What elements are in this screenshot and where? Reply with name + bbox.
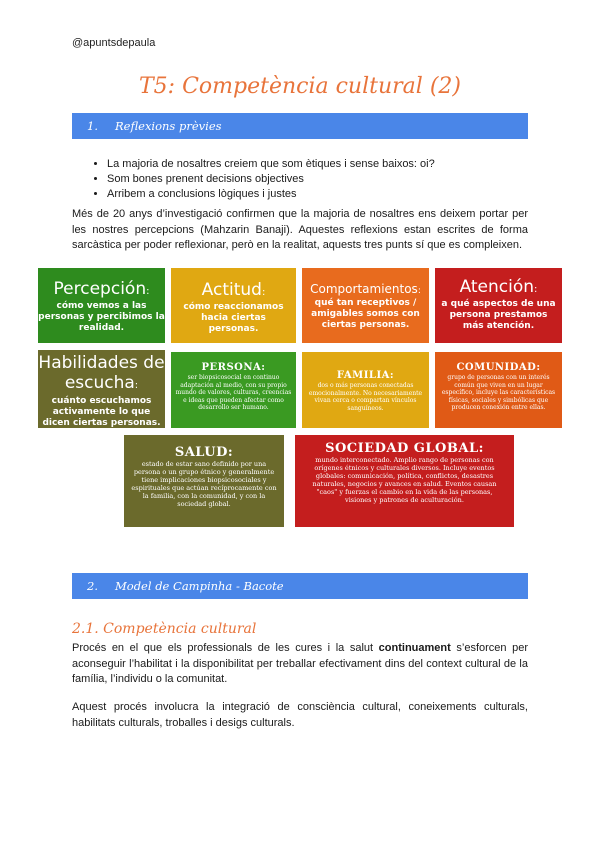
tile-text: a qué aspectos de una persona prestamos más atención. bbox=[441, 299, 556, 331]
tile-text: cuánto escuchamos activamente lo que dicen ciertas personas. bbox=[42, 396, 161, 428]
tile-title: SOCIEDAD GLOBAL bbox=[325, 441, 479, 456]
tile-persona bbox=[171, 352, 296, 428]
section-1-header bbox=[72, 113, 528, 139]
tile-colon: : bbox=[478, 441, 484, 456]
definition-text-end: s’esforcen per aconseguir l’habilitat i la disponibilitat per treballar efectivament dins del context cultural de la família, l’individu o la comunitat. bbox=[72, 642, 528, 685]
tile-percepcion bbox=[38, 268, 165, 343]
tile-title: Habilidades de escucha bbox=[38, 353, 165, 393]
section-2-number: 2. bbox=[87, 579, 98, 593]
tile-colon: : bbox=[536, 362, 541, 373]
tile-salud bbox=[124, 435, 284, 527]
section-2-header bbox=[72, 573, 528, 599]
tile-title: Atención bbox=[459, 277, 535, 297]
tile-colon: : bbox=[227, 445, 234, 460]
tile-comunidad bbox=[435, 352, 562, 428]
subsection-title: 2.1. Competència cultural bbox=[72, 621, 257, 637]
definition-emphasis: continuament bbox=[378, 642, 451, 654]
tile-text: mundo interconectado. Amplio rango de personas con orígenes étnicos y culturales diversos. Incluye eventos globales: comunicación, política, conflictos, desastres naturales, negocios y avances en salud. Eventos causan "caos" y fuerzas el cambio en la vida de las personas, visiones y patrones de aculturación. bbox=[312, 456, 497, 504]
definition-text-start: Procés en el que els professionals de les cures i la salut bbox=[72, 642, 379, 654]
tile-atencion bbox=[435, 268, 562, 343]
process-paragraph: Aquest procés involucra la integració de consciència cultural, coneixements culturals, habilitats culturals, troballes i desigs culturals. bbox=[72, 701, 528, 729]
section-2-label: Model de Campinha - Bacote bbox=[115, 579, 284, 593]
tile-sociedad-global bbox=[295, 435, 514, 527]
tile-text: cómo reaccionamos hacia ciertas personas. bbox=[183, 302, 284, 334]
tile-title: FAMILIA bbox=[336, 370, 390, 381]
tile-actitud bbox=[171, 268, 296, 343]
tile-title: COMUNIDAD bbox=[456, 362, 537, 373]
tile-colon: : bbox=[534, 284, 538, 295]
definition-paragraph bbox=[72, 641, 528, 688]
tile-text: qué tan receptivos / amigables somos con ciertas personas. bbox=[311, 298, 420, 330]
tile-colon: : bbox=[261, 362, 266, 373]
page-title: T5: Competència cultural (2) bbox=[139, 74, 461, 99]
list-item: • La majoria de nosaltres creiem que som ètiques i sense baixos: oi? bbox=[107, 157, 435, 172]
tile-title: Percepción bbox=[53, 279, 147, 299]
tile-text: estado de estar sano definido por una persona o un grupo étnico y generalmente tiene implicaciones biopsicosociales y espirituales que actúan recíprocamente con la familia, con la comunidad, y con la sociedad global. bbox=[131, 460, 277, 508]
section-1-number: 1. bbox=[87, 119, 98, 133]
reflection-list bbox=[72, 157, 435, 202]
tile-colon: : bbox=[261, 287, 266, 298]
tile-colon: : bbox=[146, 286, 150, 297]
intro-paragraph: Més de 20 anys d’investigació confirmen que la majoria de nosaltres ens deixem portar per les nostres percepcions (Mahzarin Banaji). Aquestes reflexions estan escrites de forma sarcàstica per poder reflexionar, però en la realitat, aquests tres punts sí que es compleixen. bbox=[72, 208, 528, 251]
tile-title: Actitud bbox=[201, 280, 262, 300]
tile-colon: : bbox=[417, 286, 421, 296]
tile-text: grupo de personas con un interés común que viven en un lugar específico, incluye las características físicas, sociales y simbólicas que producen conexión entre ellas. bbox=[441, 374, 556, 411]
tile-colon: : bbox=[389, 370, 395, 381]
tile-text: dos o más personas conectadas emocionalmente. No necesariamente vivan cerca o compartan vínculos sanguíneos. bbox=[308, 382, 423, 412]
tile-text: ser biopsicosocial en continuo adaptación al medio, con su propio mundo de valores, culturas, creencias e ideas que pueden afectar como desarrollo ser humano. bbox=[175, 374, 292, 411]
tile-text: cómo vemos a las personas y percibimos la realidad. bbox=[38, 301, 165, 333]
tile-familia bbox=[302, 352, 429, 428]
tile-title: Comportamientos bbox=[310, 282, 418, 296]
list-item: • Som bones prenent decisions objectives bbox=[107, 172, 435, 187]
tile-colon: : bbox=[134, 380, 139, 391]
section-1-label: Reflexions prèvies bbox=[115, 119, 222, 133]
tile-title: PERSONA bbox=[201, 362, 262, 373]
list-item: • Arribem a conclusions lògiques i justes bbox=[107, 187, 435, 202]
tile-title: SALUD bbox=[174, 445, 228, 460]
author-handle: @apuntsdepaula bbox=[72, 37, 156, 49]
tile-habilidades bbox=[38, 350, 165, 428]
tile-comportamientos bbox=[302, 268, 429, 343]
